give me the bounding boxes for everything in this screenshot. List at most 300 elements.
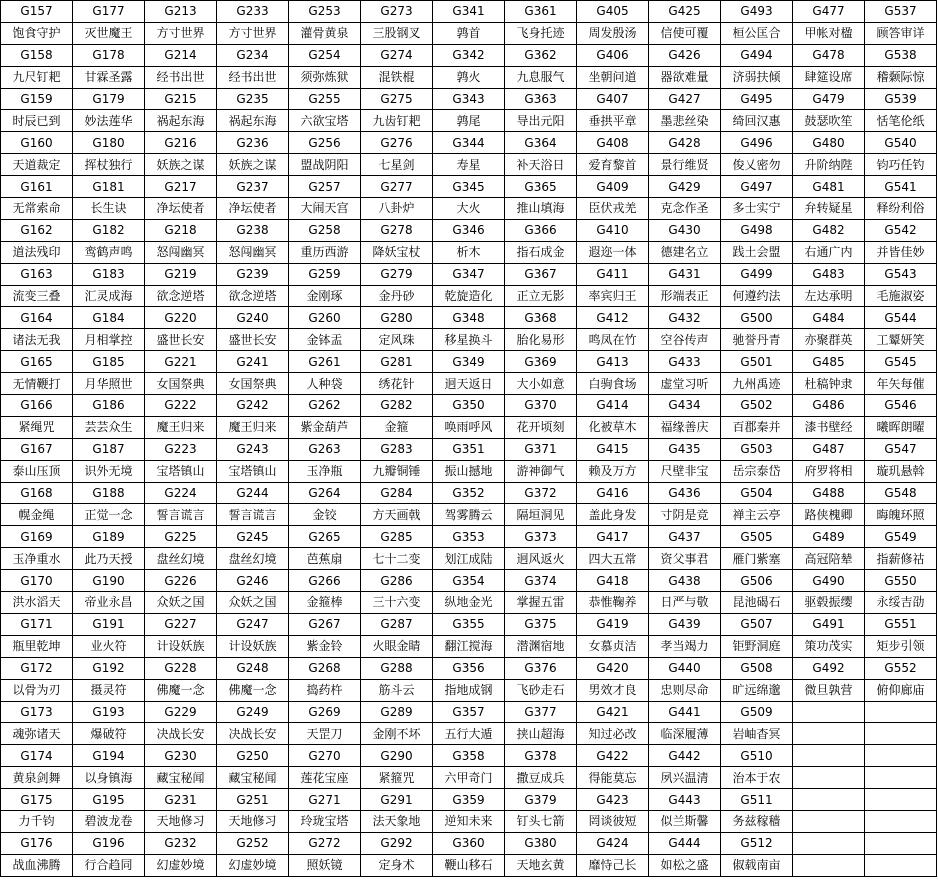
code-cell: G250 — [217, 745, 289, 767]
name-cell: 治本于农 — [721, 767, 793, 789]
name-cell: 矩步引领 — [865, 635, 937, 657]
code-cell: G545 — [865, 351, 937, 373]
code-cell: G505 — [721, 526, 793, 548]
name-cell: 垂拱平章 — [577, 110, 649, 132]
name-cell: 鞭山移石 — [433, 854, 505, 876]
name-cell: 鼓瑟吹笙 — [793, 110, 865, 132]
name-cell: 幻虚妙境 — [217, 854, 289, 876]
name-cell: 金箍 — [361, 416, 433, 438]
code-cell: G224 — [145, 482, 217, 504]
name-cell: 指薪修祜 — [865, 548, 937, 570]
code-cell: G502 — [721, 395, 793, 417]
code-cell: G162 — [1, 219, 73, 241]
code-cell: G172 — [1, 657, 73, 679]
code-cell: G376 — [505, 657, 577, 679]
code-cell: G364 — [505, 132, 577, 154]
code-cell: G179 — [73, 88, 145, 110]
code-cell: G220 — [145, 307, 217, 329]
name-cell: 百郡秦并 — [721, 416, 793, 438]
code-row — [1, 395, 937, 417]
code-row — [1, 526, 937, 548]
code-cell: G497 — [721, 176, 793, 198]
code-cell: G496 — [721, 132, 793, 154]
code-cell: G271 — [289, 789, 361, 811]
code-cell: G438 — [649, 570, 721, 592]
name-cell: 火眼金睛 — [361, 635, 433, 657]
name-cell: 升阶纳陛 — [793, 154, 865, 176]
name-cell: 雁门紫塞 — [721, 548, 793, 570]
code-cell: G240 — [217, 307, 289, 329]
code-cell: G285 — [361, 526, 433, 548]
name-cell: 高冠陪辇 — [793, 548, 865, 570]
name-cell: 策功茂实 — [793, 635, 865, 657]
name-cell: 释纷利俗 — [865, 198, 937, 220]
name-cell: 逆知未来 — [433, 810, 505, 832]
name-cell: 天地修习 — [217, 810, 289, 832]
name-cell: 盛世长安 — [145, 329, 217, 351]
code-cell: G544 — [865, 307, 937, 329]
code-cell: G258 — [289, 219, 361, 241]
name-cell: 挟山超海 — [505, 723, 577, 745]
code-cell: G243 — [217, 438, 289, 460]
code-cell: G228 — [145, 657, 217, 679]
name-cell: 照妖镜 — [289, 854, 361, 876]
name-cell: 驱毂振缨 — [793, 592, 865, 614]
name-cell: 方寸世界 — [145, 22, 217, 44]
code-cell: G429 — [649, 176, 721, 198]
code-cell: G216 — [145, 132, 217, 154]
name-cell: 八卦炉 — [361, 198, 433, 220]
name-row — [1, 723, 937, 745]
name-cell: 重历西游 — [289, 241, 361, 263]
code-cell: G484 — [793, 307, 865, 329]
name-cell: 器欲难量 — [649, 66, 721, 88]
code-cell: G478 — [793, 44, 865, 66]
name-row — [1, 416, 937, 438]
code-cell: G261 — [289, 351, 361, 373]
name-cell: 识外无境 — [73, 460, 145, 482]
name-cell: 道法残印 — [1, 241, 73, 263]
code-cell: G276 — [361, 132, 433, 154]
name-row — [1, 854, 937, 876]
name-cell: 恬笔伦纸 — [865, 110, 937, 132]
name-cell: 福缘善庆 — [649, 416, 721, 438]
name-cell: 藏宝秘闻 — [217, 767, 289, 789]
code-row — [1, 438, 937, 460]
code-cell: G196 — [73, 832, 145, 854]
code-cell: G290 — [361, 745, 433, 767]
name-cell: 三十六变 — [361, 592, 433, 614]
code-cell: G349 — [433, 351, 505, 373]
code-cell: G370 — [505, 395, 577, 417]
name-cell: 墨悲丝染 — [649, 110, 721, 132]
name-cell: 迥风返火 — [505, 548, 577, 570]
name-row — [1, 592, 937, 614]
code-cell: G420 — [577, 657, 649, 679]
code-cell: G262 — [289, 395, 361, 417]
code-cell: G253 — [289, 1, 361, 23]
code-cell: G273 — [361, 1, 433, 23]
name-cell: 佛魔一念 — [217, 679, 289, 701]
name-cell: 计设妖族 — [145, 635, 217, 657]
code-cell: G222 — [145, 395, 217, 417]
code-cell: G289 — [361, 701, 433, 723]
code-cell: G226 — [145, 570, 217, 592]
code-cell: G238 — [217, 219, 289, 241]
name-cell: 胎化易形 — [505, 329, 577, 351]
code-cell: G362 — [505, 44, 577, 66]
name-cell: 妙法莲华 — [73, 110, 145, 132]
name-cell: 摄灵符 — [73, 679, 145, 701]
code-cell: G217 — [145, 176, 217, 198]
name-cell: 魂弥诸天 — [1, 723, 73, 745]
code-cell: G281 — [361, 351, 433, 373]
name-cell: 寿星 — [433, 154, 505, 176]
name-cell: 怒闯幽冥 — [217, 241, 289, 263]
code-cell: G405 — [577, 1, 649, 23]
code-cell: G292 — [361, 832, 433, 854]
name-cell — [865, 854, 937, 876]
name-cell: 绣花针 — [361, 373, 433, 395]
code-cell: G421 — [577, 701, 649, 723]
name-cell: 弁转疑星 — [793, 198, 865, 220]
name-cell: 鸣凤在竹 — [577, 329, 649, 351]
code-cell: G419 — [577, 613, 649, 635]
code-cell: G431 — [649, 263, 721, 285]
code-cell: G425 — [649, 1, 721, 23]
name-cell: 金刚琢 — [289, 285, 361, 307]
code-cell: G423 — [577, 789, 649, 811]
code-cell: G178 — [73, 44, 145, 66]
code-cell: G241 — [217, 351, 289, 373]
code-cell: G512 — [721, 832, 793, 854]
name-cell: 推山填海 — [505, 198, 577, 220]
code-cell: G418 — [577, 570, 649, 592]
code-cell — [865, 745, 937, 767]
code-cell: G171 — [1, 613, 73, 635]
name-cell: 形端表正 — [649, 285, 721, 307]
code-cell: G490 — [793, 570, 865, 592]
code-cell: G365 — [505, 176, 577, 198]
code-cell: G357 — [433, 701, 505, 723]
name-row — [1, 548, 937, 570]
code-cell: G430 — [649, 219, 721, 241]
code-cell: G355 — [433, 613, 505, 635]
code-cell: G363 — [505, 88, 577, 110]
code-cell: G416 — [577, 482, 649, 504]
code-cell: G288 — [361, 657, 433, 679]
name-cell: 盘丝幻境 — [145, 548, 217, 570]
name-cell: 金丹砂 — [361, 285, 433, 307]
name-row — [1, 198, 937, 220]
code-cell: G360 — [433, 832, 505, 854]
code-cell — [793, 832, 865, 854]
name-cell: 克念作圣 — [649, 198, 721, 220]
name-cell: 大火 — [433, 198, 505, 220]
name-cell: 灌骨黄泉 — [289, 22, 361, 44]
name-row — [1, 110, 937, 132]
code-cell: G251 — [217, 789, 289, 811]
code-cell — [793, 745, 865, 767]
name-cell: 夙兴温清 — [649, 767, 721, 789]
name-cell: 俶载南亩 — [721, 854, 793, 876]
name-cell: 金刚不坏 — [361, 723, 433, 745]
code-cell: G480 — [793, 132, 865, 154]
code-cell: G174 — [1, 745, 73, 767]
code-cell: G170 — [1, 570, 73, 592]
code-cell: G184 — [73, 307, 145, 329]
code-cell: G541 — [865, 176, 937, 198]
code-cell: G549 — [865, 526, 937, 548]
code-cell: G510 — [721, 745, 793, 767]
code-cell: G407 — [577, 88, 649, 110]
name-cell: 践土会盟 — [721, 241, 793, 263]
code-cell: G237 — [217, 176, 289, 198]
name-cell: 罔谈彼短 — [577, 810, 649, 832]
name-cell: 紧箍咒 — [361, 767, 433, 789]
code-cell: G422 — [577, 745, 649, 767]
code-cell: G259 — [289, 263, 361, 285]
code-cell: G163 — [1, 263, 73, 285]
name-cell: 众妖之国 — [145, 592, 217, 614]
name-cell: 驾雾腾云 — [433, 504, 505, 526]
name-cell: 法天象地 — [361, 810, 433, 832]
code-cell: G428 — [649, 132, 721, 154]
name-row — [1, 241, 937, 263]
name-cell: 月相掌控 — [73, 329, 145, 351]
name-cell: 潜渊宿地 — [505, 635, 577, 657]
name-cell: 以身镇海 — [73, 767, 145, 789]
code-cell: G277 — [361, 176, 433, 198]
name-cell: 工颦妍笑 — [865, 329, 937, 351]
code-row — [1, 176, 937, 198]
name-cell — [793, 810, 865, 832]
name-cell: 无情鞭打 — [1, 373, 73, 395]
name-cell: 女国祭典 — [145, 373, 217, 395]
name-cell: 导出元阳 — [505, 110, 577, 132]
code-cell: G341 — [433, 1, 505, 23]
name-cell: 飞身托迹 — [505, 22, 577, 44]
name-cell: 魔王归来 — [217, 416, 289, 438]
code-cell: G495 — [721, 88, 793, 110]
code-cell: G245 — [217, 526, 289, 548]
code-cell — [865, 789, 937, 811]
code-cell: G175 — [1, 789, 73, 811]
code-cell: G269 — [289, 701, 361, 723]
code-cell: G249 — [217, 701, 289, 723]
code-cell: G361 — [505, 1, 577, 23]
code-cell: G508 — [721, 657, 793, 679]
name-row — [1, 285, 937, 307]
name-cell: 紫金葫芦 — [289, 416, 361, 438]
code-cell: G164 — [1, 307, 73, 329]
name-cell: 净坛使者 — [217, 198, 289, 220]
code-cell: G375 — [505, 613, 577, 635]
code-cell: G372 — [505, 482, 577, 504]
code-cell: G235 — [217, 88, 289, 110]
code-cell: G215 — [145, 88, 217, 110]
name-cell: 周发殷汤 — [577, 22, 649, 44]
name-cell: 业火符 — [73, 635, 145, 657]
code-cell: G213 — [145, 1, 217, 23]
code-cell: G255 — [289, 88, 361, 110]
code-cell: G500 — [721, 307, 793, 329]
name-cell: 七十二变 — [361, 548, 433, 570]
code-cell: G427 — [649, 88, 721, 110]
name-cell: 并皆佳妙 — [865, 241, 937, 263]
code-cell: G477 — [793, 1, 865, 23]
code-cell: G188 — [73, 482, 145, 504]
code-cell: G414 — [577, 395, 649, 417]
name-cell: 掌握五雷 — [505, 592, 577, 614]
code-cell: G406 — [577, 44, 649, 66]
name-cell: 毛施淑姿 — [865, 285, 937, 307]
code-cell: G366 — [505, 219, 577, 241]
code-cell: G434 — [649, 395, 721, 417]
name-cell: 九尺钉耙 — [1, 66, 73, 88]
name-cell: 永绥吉劭 — [865, 592, 937, 614]
name-cell: 鹑尾 — [433, 110, 505, 132]
name-cell: 三股钢叉 — [361, 22, 433, 44]
code-cell: G415 — [577, 438, 649, 460]
name-cell: 长生诀 — [73, 198, 145, 220]
name-cell: 乾旋造化 — [433, 285, 505, 307]
code-cell: G192 — [73, 657, 145, 679]
name-cell: 化被草木 — [577, 416, 649, 438]
name-cell: 玲珑宝塔 — [289, 810, 361, 832]
name-cell: 驰誉丹青 — [721, 329, 793, 351]
code-cell: G441 — [649, 701, 721, 723]
code-cell: G225 — [145, 526, 217, 548]
code-cell: G167 — [1, 438, 73, 460]
name-cell: 迥天返日 — [433, 373, 505, 395]
name-cell: 金铰 — [289, 504, 361, 526]
name-cell: 女慕贞洁 — [577, 635, 649, 657]
name-row — [1, 810, 937, 832]
code-cell: G371 — [505, 438, 577, 460]
code-cell: G358 — [433, 745, 505, 767]
code-cell: G177 — [73, 1, 145, 23]
code-cell: G426 — [649, 44, 721, 66]
name-cell: 宝塔镇山 — [217, 460, 289, 482]
name-cell: 甲帐对楹 — [793, 22, 865, 44]
name-cell: 帝业永昌 — [73, 592, 145, 614]
name-cell: 多士实宁 — [721, 198, 793, 220]
code-cell: G272 — [289, 832, 361, 854]
name-cell: 五行大遁 — [433, 723, 505, 745]
name-cell: 曦晖朗曜 — [865, 416, 937, 438]
name-cell: 赖及万方 — [577, 460, 649, 482]
code-cell: G244 — [217, 482, 289, 504]
code-cell: G368 — [505, 307, 577, 329]
name-cell: 莲花宝座 — [289, 767, 361, 789]
name-cell: 漆书壁经 — [793, 416, 865, 438]
code-cell: G542 — [865, 219, 937, 241]
code-cell: G190 — [73, 570, 145, 592]
name-cell: 盘丝幻境 — [217, 548, 289, 570]
name-cell: 决战长安 — [217, 723, 289, 745]
name-cell: 饱食守护 — [1, 22, 73, 44]
name-cell: 鹑首 — [433, 22, 505, 44]
code-row — [1, 745, 937, 767]
code-cell: G252 — [217, 832, 289, 854]
code-cell: G487 — [793, 438, 865, 460]
code-cell: G227 — [145, 613, 217, 635]
code-row — [1, 789, 937, 811]
code-cell: G359 — [433, 789, 505, 811]
code-cell: G157 — [1, 1, 73, 23]
code-cell — [793, 789, 865, 811]
name-cell: 璇玑悬斡 — [865, 460, 937, 482]
name-cell: 禅主云亭 — [721, 504, 793, 526]
code-cell: G380 — [505, 832, 577, 854]
code-cell: G218 — [145, 219, 217, 241]
name-cell: 如松之盛 — [649, 854, 721, 876]
name-cell: 佛魔一念 — [145, 679, 217, 701]
name-cell: 晦魄环照 — [865, 504, 937, 526]
code-cell: G499 — [721, 263, 793, 285]
code-cell: G443 — [649, 789, 721, 811]
name-cell: 杜稿钟隶 — [793, 373, 865, 395]
name-cell: 行合趋同 — [73, 854, 145, 876]
name-cell: 此乃天授 — [73, 548, 145, 570]
code-cell: G187 — [73, 438, 145, 460]
name-cell: 欲念逆塔 — [145, 285, 217, 307]
code-cell: G248 — [217, 657, 289, 679]
name-cell: 大小如意 — [505, 373, 577, 395]
name-cell: 汇灵成海 — [73, 285, 145, 307]
code-cell: G246 — [217, 570, 289, 592]
code-cell: G169 — [1, 526, 73, 548]
name-cell: 紫金铃 — [289, 635, 361, 657]
name-cell: 魔王归来 — [145, 416, 217, 438]
name-cell: 济弱扶倾 — [721, 66, 793, 88]
name-cell: 资父事君 — [649, 548, 721, 570]
code-row — [1, 570, 937, 592]
name-cell: 鹑火 — [433, 66, 505, 88]
code-cell: G181 — [73, 176, 145, 198]
name-cell: 岩岫杳冥 — [721, 723, 793, 745]
name-cell: 挥杖独行 — [73, 154, 145, 176]
name-cell: 九息服气 — [505, 66, 577, 88]
name-cell: 正立无影 — [505, 285, 577, 307]
code-cell: G489 — [793, 526, 865, 548]
code-cell: G550 — [865, 570, 937, 592]
name-cell: 靡恃己长 — [577, 854, 649, 876]
code-cell: G219 — [145, 263, 217, 285]
code-cell: G492 — [793, 657, 865, 679]
name-cell: 玉净重水 — [1, 548, 73, 570]
name-cell: 隔垣洞见 — [505, 504, 577, 526]
name-cell: 人种袋 — [289, 373, 361, 395]
code-cell: G194 — [73, 745, 145, 767]
name-cell: 恭惟鞠养 — [577, 592, 649, 614]
code-cell: G379 — [505, 789, 577, 811]
name-cell: 飞砂走石 — [505, 679, 577, 701]
name-cell — [865, 723, 937, 745]
code-cell: G282 — [361, 395, 433, 417]
name-cell: 净坛使者 — [145, 198, 217, 220]
name-cell: 稽颡际惊 — [865, 66, 937, 88]
code-cell: G437 — [649, 526, 721, 548]
code-cell: G168 — [1, 482, 73, 504]
code-cell: G256 — [289, 132, 361, 154]
code-row — [1, 613, 937, 635]
name-cell: 力千钧 — [1, 810, 73, 832]
code-cell: G270 — [289, 745, 361, 767]
code-cell: G551 — [865, 613, 937, 635]
code-cell: G247 — [217, 613, 289, 635]
